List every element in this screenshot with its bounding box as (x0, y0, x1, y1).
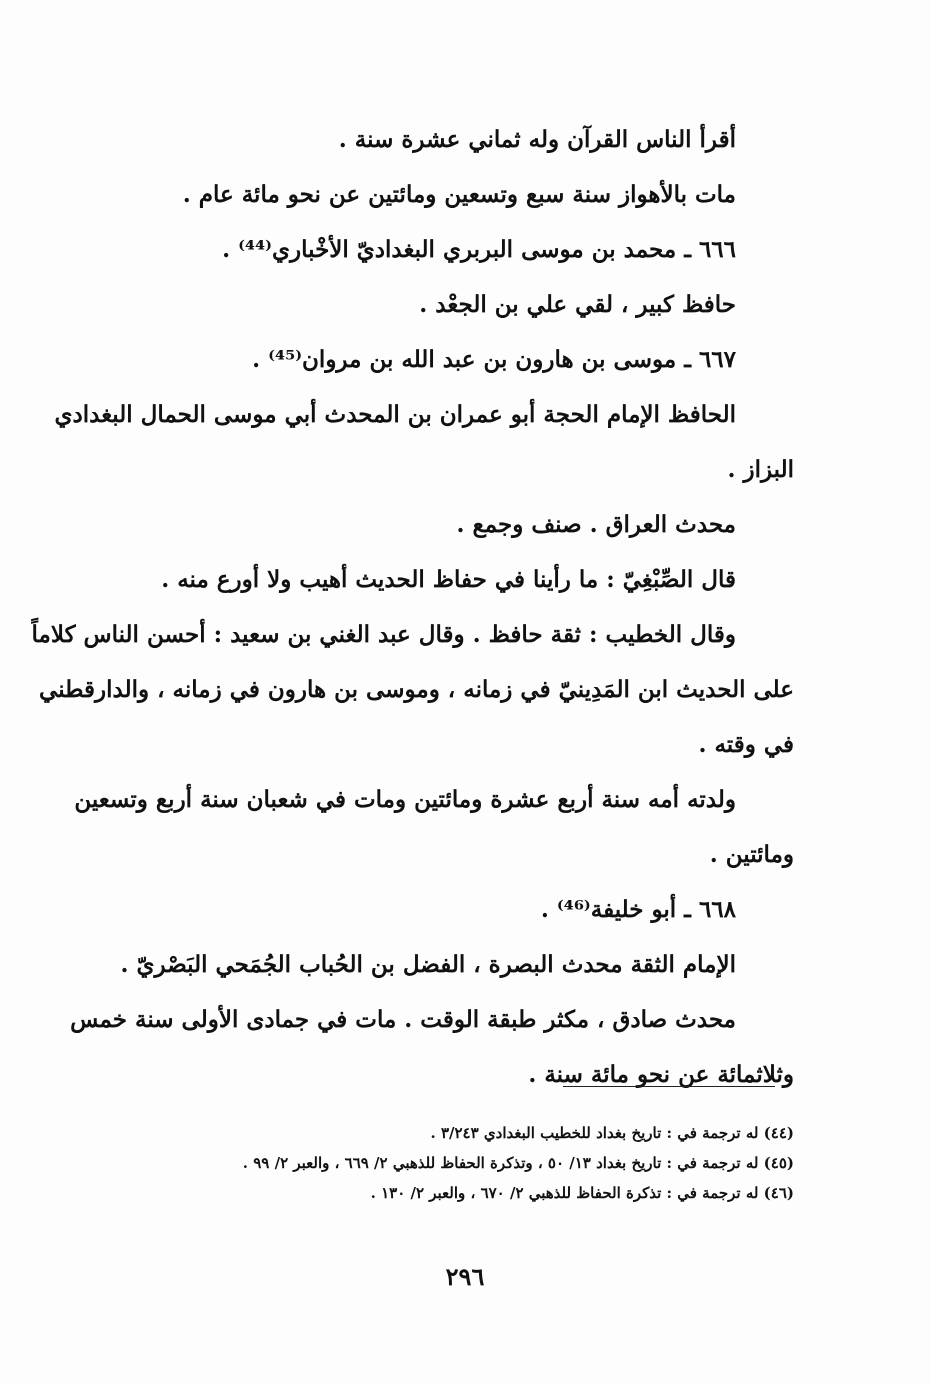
text-line: مات بالأهواز سنة سبع وتسعين ومائتين عن نحو مائة عام . (182, 181, 736, 208)
footnotes (180, 1118, 794, 1208)
footnote-separator (563, 1086, 775, 1087)
main-text (31, 112, 794, 1102)
footnote-46: (٤٦) له ترجمة في : تذكرة الحفاظ للذهبي ٢/ ٦٧٠ ، والعبر ٢/ ١٣٠ . (370, 1184, 794, 1202)
entry-heading-667: ٦٦٧ ـ موسى بن هارون بن عبد الله بن مروان⁽⁴⁵⁾ . (252, 346, 736, 373)
text-line: الإمام الثقة محدث البصرة ، الفضل بن الحُباب الجُمَحي البَصْريّ . (120, 951, 736, 978)
text-line: ولدته أمه سنة أربع عشرة ومائتين ومات في شعبان سنة أربع وتسعين (74, 786, 736, 813)
text-line: وثلاثمائة عن نحو مائة سنة . (528, 1061, 794, 1088)
text-line: البزاز . (727, 456, 794, 483)
text-line: الحافظ الإمام الحجة أبو عمران بن المحدث أبي موسى الحمال البغدادي (54, 401, 736, 428)
page-number: ٢٩٦ (445, 1262, 485, 1291)
entry-heading-668: ٦٦٨ ـ أبو خليفة⁽⁴⁶⁾ . (540, 896, 736, 923)
footnote-45: (٤٥) له ترجمة في : تاريخ بغداد ١٣/ ٥٠ ، وتذكرة الحفاظ للذهبي ٢/ ٦٦٩ ، والعبر ٢/ ٩٩ . (242, 1154, 794, 1172)
entry-heading-666: ٦٦٦ ـ محمد بن موسى البربري البغداديّ الأخْباري⁽⁴⁴⁾ . (222, 236, 736, 263)
text-line: محدث صادق ، مكثر طبقة الوقت . مات في جمادى الأولى سنة خمس (70, 1006, 736, 1033)
text-line: أقرأ الناس القرآن وله ثماني عشرة سنة . (338, 126, 736, 153)
text-line: محدث العراق . صنف وجمع . (456, 511, 736, 538)
text-line: وقال الخطيب : ثقة حافظ . وقال عبد الغني بن سعيد : أحسن الناس كلاماً (31, 621, 736, 648)
text-line: ومائتين . (709, 841, 794, 868)
footnote-44: (٤٤) له ترجمة في : تاريخ بغداد للخطيب البغدادي ٣/٢٤٣ . (430, 1124, 794, 1142)
text-line: على الحديث ابن المَدِينيّ في زمانه ، وموسى بن هارون في زمانه ، والدارقطني (39, 676, 794, 703)
text-line: في وقته . (698, 731, 794, 758)
text-line: حافظ كبير ، لقي علي بن الجعْد . (419, 291, 736, 318)
text-line: قال الصِّبْغِيّ : ما رأينا في حفاظ الحديث أهيب ولا أورع منه . (161, 566, 736, 593)
